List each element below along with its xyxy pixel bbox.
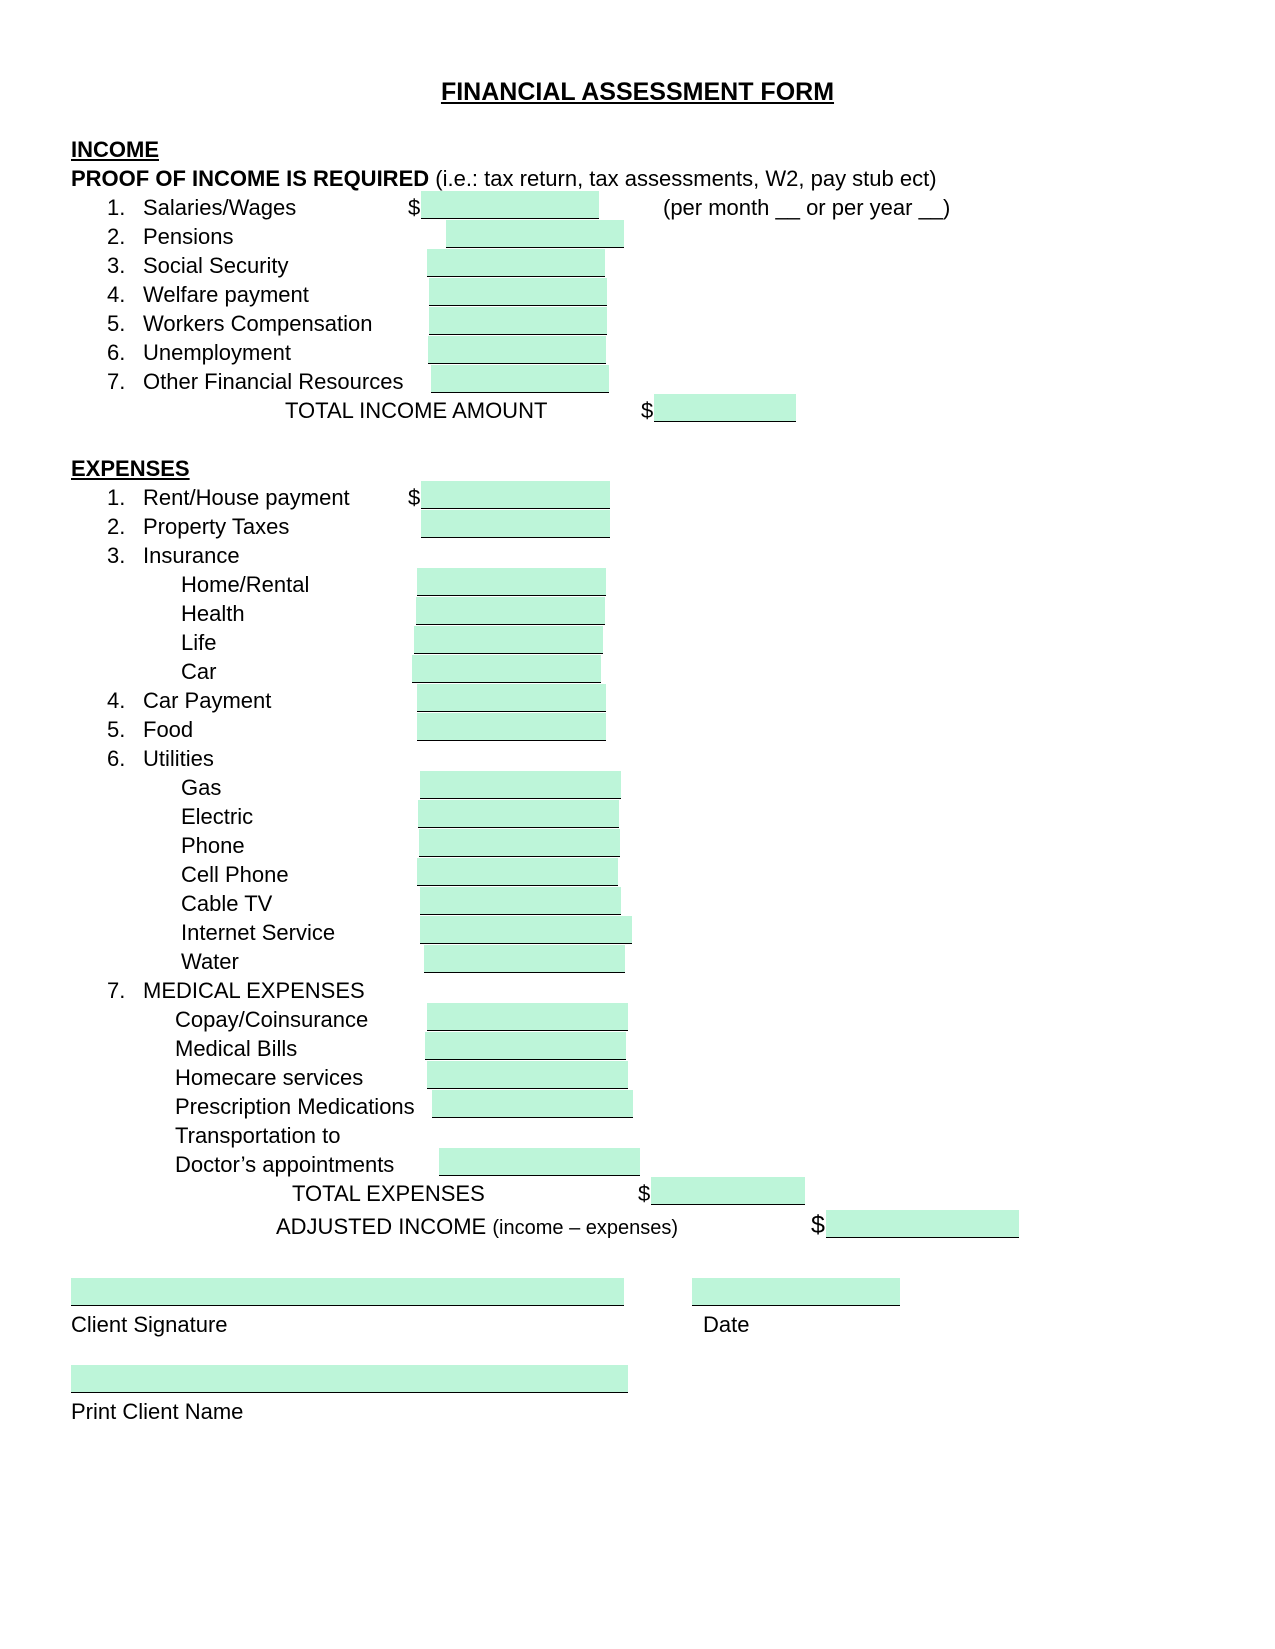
medical-sub-label: Medical Bills bbox=[175, 1036, 298, 1061]
expenses-heading: EXPENSES bbox=[71, 456, 190, 481]
utilities-sub-label: Phone bbox=[181, 833, 245, 858]
medical-sub-label: Copay/Coinsurance bbox=[175, 1007, 369, 1032]
expense-item-num: 6. bbox=[107, 746, 126, 771]
currency-symbol: $ bbox=[408, 485, 421, 510]
utilities-sub-label: Internet Service bbox=[181, 920, 336, 945]
electric-field[interactable] bbox=[418, 800, 619, 828]
other-financial-resources-field[interactable] bbox=[431, 365, 609, 393]
homecare-services-field[interactable] bbox=[427, 1061, 628, 1089]
client-signature-label: Client Signature bbox=[71, 1312, 228, 1337]
income-item-label: Social Security bbox=[143, 253, 289, 278]
expense-item-num: 1. bbox=[107, 485, 126, 510]
medical-sub-label: Doctor’s appointments bbox=[175, 1152, 395, 1177]
life-insurance-field[interactable] bbox=[414, 626, 603, 654]
internet-service-field[interactable] bbox=[420, 916, 632, 944]
income-item-label: Salaries/Wages bbox=[143, 195, 297, 220]
client-signature-field[interactable] bbox=[71, 1278, 624, 1306]
car-payment-field[interactable] bbox=[417, 684, 606, 712]
proof-of-income-note bbox=[71, 166, 937, 192]
water-field[interactable] bbox=[424, 945, 625, 973]
utilities-sub-label: Electric bbox=[181, 804, 254, 829]
per-period-note: (per month __ or per year __) bbox=[663, 195, 951, 220]
phone-field[interactable] bbox=[419, 829, 620, 857]
cable-tv-field[interactable] bbox=[420, 887, 621, 915]
expense-item-label: MEDICAL EXPENSES bbox=[143, 978, 365, 1003]
utilities-sub-label: Gas bbox=[181, 775, 222, 800]
home-rental-insurance-field[interactable] bbox=[417, 568, 606, 596]
income-item-label: Workers Compensation bbox=[143, 311, 373, 336]
income-item-num: 7. bbox=[107, 369, 126, 394]
print-client-name-field[interactable] bbox=[71, 1365, 628, 1393]
adjusted-income-note: (income – expenses) bbox=[492, 1217, 679, 1239]
prescription-medications-field[interactable] bbox=[432, 1090, 633, 1118]
expense-item-num: 5. bbox=[107, 717, 126, 742]
utilities-sub-label: Cell Phone bbox=[181, 862, 289, 887]
date-field[interactable] bbox=[692, 1278, 900, 1306]
expense-item-num: 2. bbox=[107, 514, 126, 539]
expense-item-label: Food bbox=[143, 717, 194, 742]
expense-item-num: 7. bbox=[107, 978, 126, 1003]
food-field[interactable] bbox=[417, 713, 606, 741]
income-item-num: 6. bbox=[107, 340, 126, 365]
income-item-label: Other Financial Resources bbox=[143, 369, 404, 394]
copay-coinsurance-field[interactable] bbox=[427, 1003, 628, 1031]
medical-bills-field[interactable] bbox=[425, 1032, 626, 1060]
expense-item-label: Utilities bbox=[143, 746, 214, 771]
expense-item-num: 4. bbox=[107, 688, 126, 713]
proof-required-text: PROOF OF INCOME IS REQUIRED bbox=[71, 166, 430, 191]
cell-phone-field[interactable] bbox=[417, 858, 618, 886]
insurance-sub-label: Life bbox=[181, 630, 217, 655]
expense-item-label: Property Taxes bbox=[143, 514, 290, 539]
health-insurance-field[interactable] bbox=[416, 597, 605, 625]
rent-house-payment-field[interactable] bbox=[421, 481, 610, 509]
adjusted-income-field[interactable] bbox=[826, 1210, 1019, 1238]
car-insurance-field[interactable] bbox=[412, 655, 601, 683]
form-title: FINANCIAL ASSESSMENT FORM bbox=[440, 78, 835, 106]
print-client-name-label: Print Client Name bbox=[71, 1399, 244, 1424]
medical-sub-label: Prescription Medications bbox=[175, 1094, 415, 1119]
salaries-wages-field[interactable] bbox=[421, 191, 599, 219]
utilities-sub-label: Cable TV bbox=[181, 891, 273, 916]
income-heading: INCOME bbox=[71, 137, 159, 162]
income-item-label: Welfare payment bbox=[143, 282, 309, 307]
adjusted-income-row bbox=[276, 1214, 678, 1241]
pensions-field[interactable] bbox=[446, 220, 624, 248]
expense-item-num: 3. bbox=[107, 543, 126, 568]
expense-item-label: Car Payment bbox=[143, 688, 272, 713]
welfare-payment-field[interactable] bbox=[429, 278, 607, 306]
social-security-field[interactable] bbox=[427, 249, 605, 277]
expense-item-label: Insurance bbox=[143, 543, 240, 568]
gas-field[interactable] bbox=[420, 771, 621, 799]
currency-symbol: $ bbox=[408, 195, 421, 220]
total-expenses-label: TOTAL EXPENSES bbox=[292, 1181, 485, 1206]
total-expenses-field[interactable] bbox=[651, 1177, 805, 1205]
currency-symbol: $ bbox=[638, 1181, 651, 1206]
expense-item-label: Rent/House payment bbox=[143, 485, 350, 510]
date-label: Date bbox=[703, 1312, 750, 1337]
currency-symbol: $ bbox=[641, 398, 654, 423]
income-item-num: 1. bbox=[107, 195, 126, 220]
currency-symbol: $ bbox=[811, 1211, 825, 1239]
medical-sub-label: Homecare services bbox=[175, 1065, 364, 1090]
income-item-label: Pensions bbox=[143, 224, 234, 249]
income-item-num: 4. bbox=[107, 282, 126, 307]
insurance-sub-label: Health bbox=[181, 601, 245, 626]
insurance-sub-label: Car bbox=[181, 659, 217, 684]
transportation-field[interactable] bbox=[439, 1148, 640, 1176]
insurance-sub-label: Home/Rental bbox=[181, 572, 310, 597]
medical-sub-label: Transportation to bbox=[175, 1123, 341, 1148]
property-taxes-field[interactable] bbox=[421, 510, 610, 538]
income-item-label: Unemployment bbox=[143, 340, 291, 365]
total-income-label: TOTAL INCOME AMOUNT bbox=[285, 398, 548, 423]
income-item-num: 2. bbox=[107, 224, 126, 249]
income-item-num: 5. bbox=[107, 311, 126, 336]
proof-examples-text: (i.e.: tax return, tax assessments, W2, pay stub ect) bbox=[429, 166, 937, 191]
income-item-num: 3. bbox=[107, 253, 126, 278]
total-income-field[interactable] bbox=[654, 394, 796, 422]
unemployment-field[interactable] bbox=[428, 336, 606, 364]
adjusted-income-label: ADJUSTED INCOME bbox=[276, 1214, 487, 1239]
utilities-sub-label: Water bbox=[181, 949, 239, 974]
workers-compensation-field[interactable] bbox=[429, 307, 607, 335]
